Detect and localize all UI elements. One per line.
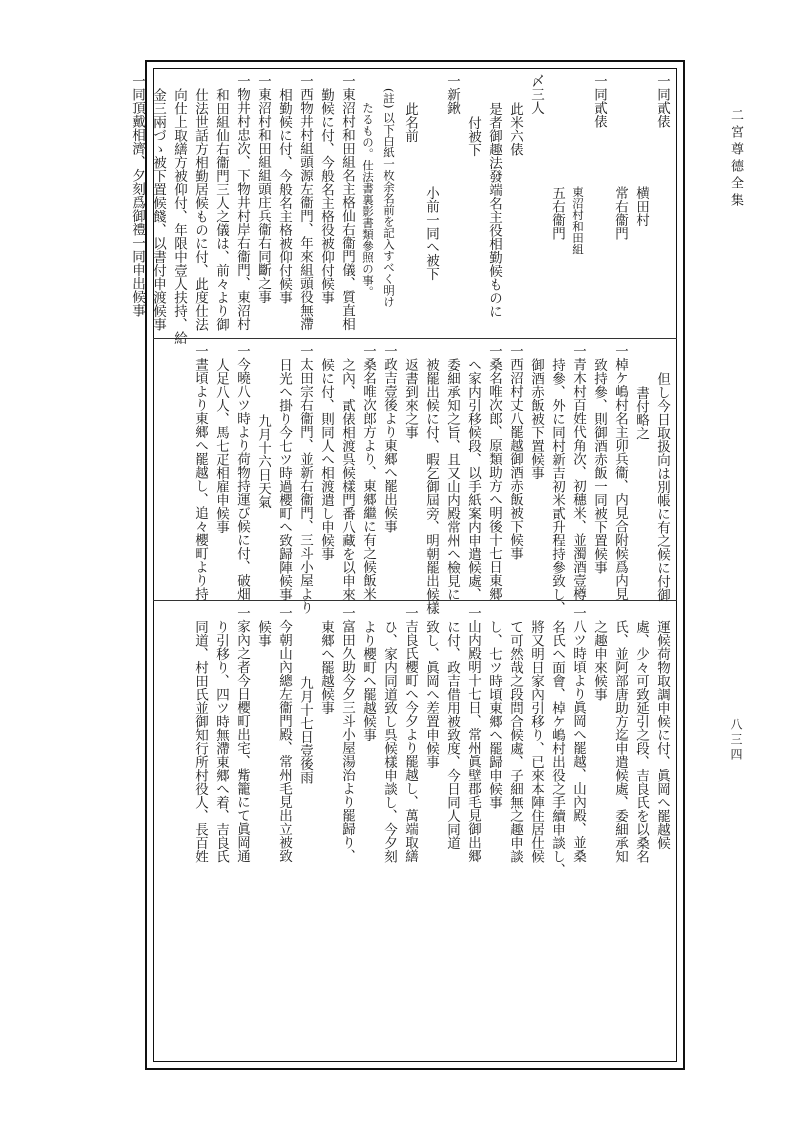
text-column: 處、少々可致延引之段、吉良氏を以桑名 — [633, 620, 649, 863]
text-column: 一富田久助今夕三斗小屋湯治より罷歸り、 — [339, 606, 355, 863]
text-column: 常右衞門 — [612, 186, 628, 240]
text-column: 一太田宗右衞門、並新右衞門、三斗小屋より — [297, 344, 313, 614]
text-column: 東郷へ罷越候事 — [318, 620, 334, 715]
page-number: 八三四 — [729, 718, 743, 763]
text-column: 之內、貳俵相渡呉候樣門番八藏を以申來 — [339, 358, 355, 601]
text-column: 仕法世話方相勤居候ものに付、此度仕法 — [192, 88, 208, 331]
text-column: 氏、並阿部唐助方迄申遣候處、委細承知 — [612, 620, 628, 863]
text-column: 持參、外に同村新吉初米貳升程持參致し、 — [549, 358, 565, 615]
text-column: 委細承知之旨、且又山内殿常州へ檢見に — [444, 358, 460, 601]
text-column: 運候荷物取調申候に付、眞岡へ罷越候 — [654, 620, 670, 850]
text-column: たるもの。仕法書裏影書類參照の事。 — [361, 102, 375, 298]
text-column: に付、政吉借用被致度、今日同人同道 — [444, 620, 460, 850]
text-column: 一物井村忠次、下物井村岸右衞門、東沼村 — [234, 74, 250, 331]
text-column: 一桑名唯次郎、原類助方へ明後十七日東郷 — [486, 344, 502, 601]
text-column: 一山内殿明十七日、常州眞壁郡毛見御出郷 — [465, 606, 481, 863]
text-column: し、七ツ時頃東郷へ罷歸申候事 — [486, 620, 502, 809]
text-column: 一桑名唯次郎方より、東郷繼に有之候飯米 — [360, 344, 376, 601]
text-column: 一西物井村組頭源左衞門、年來組頭役無滯 — [297, 74, 313, 331]
text-column: 同道、村田氏並御知行所村役人、長百姓 — [192, 620, 208, 863]
text-column: 一今朝山內總左衞門殿、常州毛見出立被致 — [276, 606, 292, 863]
text-column: 但し今日取扱向は別帳に有之候に付御 — [654, 372, 670, 602]
text-column: 東沼村和田組 — [571, 186, 585, 255]
text-column: 書付略之 — [633, 386, 649, 440]
text-column: 一今曉八ツ時より荷物持運び候に付、破畑 — [234, 344, 250, 601]
text-column: 横田村 — [633, 186, 649, 227]
text-band-middle — [160, 344, 672, 615]
text-column: 返書到來之事 — [402, 358, 418, 439]
text-column: 一晝頃より東郷へ罷越し、追々櫻町より持 — [192, 344, 208, 601]
text-column: 一同頂戴相濟、夕刻爲御禮一同申出候事 — [129, 74, 145, 317]
text-column: 此名前 — [402, 102, 418, 143]
text-column: 勤候に付、今般名主格役被仰付候事 — [318, 88, 334, 304]
text-column: 致持參、則御酒赤飯一同被下置候事 — [591, 358, 607, 574]
text-column: 小前一同へ被下 — [423, 186, 439, 281]
text-column: 一西沼村丈八罷越御酒赤飯被下候事 — [507, 344, 523, 560]
text-column: 一青木村百姓代角次、初穗米、並濁酒壹樽 — [570, 344, 586, 601]
text-column: 一東沼村和田組名主格仙右衞門儀、質直相 — [339, 74, 355, 331]
text-column: より櫻町へ罷越候事 — [360, 620, 376, 742]
text-column: 一家內之者今日櫻町出宅、觜籠にて眞岡通 — [234, 606, 250, 863]
text-column: 此米六俵 — [507, 102, 523, 156]
text-column: ひ、家内同道致し呉候樣申談し、今夕刻 — [381, 620, 397, 863]
text-column: 是者御趣法發端名主役相勤候ものに — [486, 102, 502, 318]
text-column: 一八ツ時頃より眞岡へ罷越、山內殿、並桑 — [570, 606, 586, 863]
text-column: 候事 — [255, 620, 271, 647]
band-divider — [153, 338, 677, 339]
text-column: 一同貳俵 — [591, 74, 607, 128]
text-column: 九月十六日天氣 — [255, 414, 271, 509]
text-column: 名氏へ面會、棹ケ嶋村出役之手續申談し、 — [549, 620, 565, 877]
text-column: 向仕上取繕方被仰付、年限中壹人扶持、給 — [171, 88, 187, 345]
text-column: 一同貳俵 — [654, 74, 670, 128]
text-column: 五右衞門 — [549, 186, 565, 240]
text-column: 御酒赤飯被下置候事 — [528, 358, 544, 480]
text-column: 候に付、則同人へ相渡遣し申候事 — [318, 358, 334, 561]
text-column: り引移り、四ツ時無滯東郷へ着、吉良氏 — [213, 620, 229, 863]
text-column: 日光へ掛り今七ツ時過櫻町へ致歸陣候事 — [276, 358, 292, 601]
text-column: 一政吉壹後より東郷へ罷出候事 — [381, 344, 397, 533]
text-column: 一吉良氏櫻町へ今夕より罷越し、萬端取繕 — [402, 606, 418, 863]
text-column: 人足八人、馬七疋相雇申候事 — [213, 358, 229, 534]
band-divider — [153, 600, 677, 601]
text-column: 相勤候に付、今般名主格被仰付候事 — [276, 88, 292, 304]
text-column: (註) 以下白紙一枚余名前を記入すべく明け — [382, 88, 396, 308]
text-column: 被罷出候に付、暇乞御屆旁、明朝罷出候樣 — [423, 358, 439, 615]
text-column: 一新鍬 — [444, 74, 460, 115]
text-column: 九月十七日壹後雨 — [297, 676, 313, 784]
text-column: 將又明日家內引移り、已來本陣住居仕候 — [528, 620, 544, 863]
text-column: 一東沼村和田組組頭庄兵衞右同斷之事 — [255, 74, 271, 304]
text-column: て可然哉之段問合候處、子細無之趣申談 — [507, 620, 523, 863]
text-band-top — [129, 74, 672, 345]
text-column: 致し、眞岡へ差置申候事 — [423, 620, 439, 769]
text-column: 和田組仙右衞門三人之儀は、前々より御 — [213, 88, 229, 331]
text-column: 〆三人 — [528, 74, 544, 115]
text-column: 之趣申來候事 — [591, 620, 607, 701]
running-head: 二宮尊德全集 — [728, 108, 743, 210]
text-band-bottom — [160, 606, 672, 877]
text-column: 付被下 — [465, 116, 481, 157]
text-column: 一棹ケ嶋村名主卯兵衞、内見合附候爲内見 — [612, 344, 628, 601]
text-column: 金三兩づゝ被下置候餞、以書付申渡候事 — [150, 88, 166, 331]
text-column: へ家内引移候段、以手紙案内申遣候處、 — [465, 358, 481, 601]
